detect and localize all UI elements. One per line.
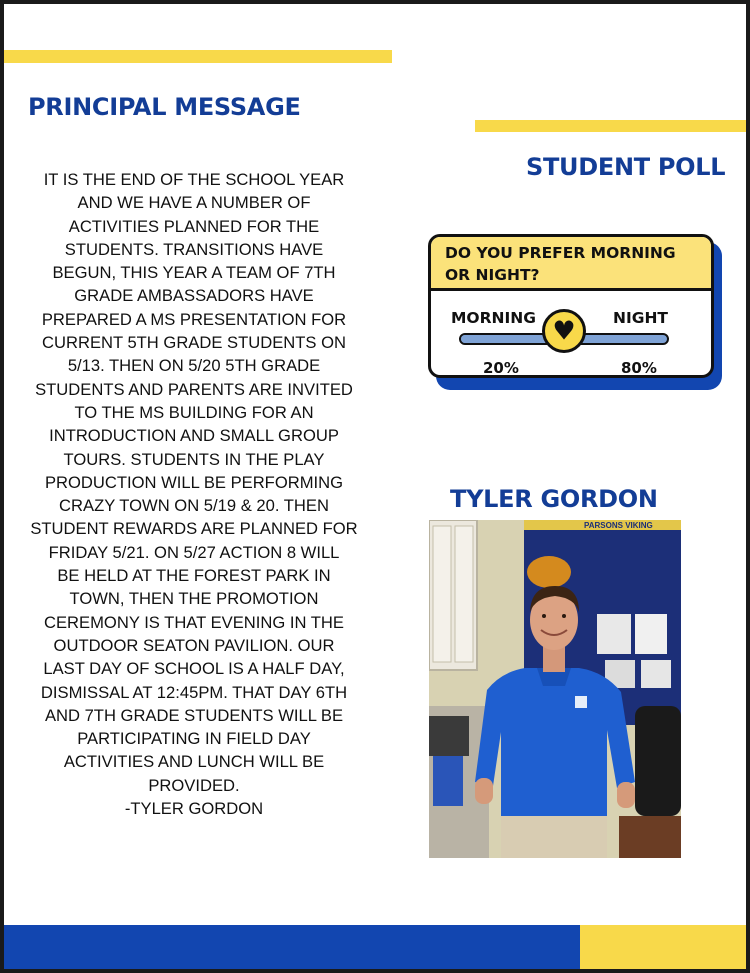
message-line: CEREMONY IS THAT EVENING IN THE xyxy=(44,612,344,632)
message-line: BE HELD AT THE FOREST PARK IN xyxy=(57,566,331,586)
heart-icon: ♥ xyxy=(552,316,576,347)
poll-option-morning: MORNING xyxy=(451,309,536,327)
student-poll-title: STUDENT POLL xyxy=(526,153,726,181)
poll-question: DO YOU PREFER MORNING OR NIGHT? xyxy=(445,244,676,284)
message-line: STUDENT REWARDS ARE PLANNED FOR xyxy=(30,519,358,539)
bottom-blue-bar xyxy=(4,925,580,969)
message-line: BEGUN, THIS YEAR A TEAM OF 7TH xyxy=(52,263,336,283)
poll-percent-morning: 20% xyxy=(483,359,519,377)
principal-message-title: PRINCIPAL MESSAGE xyxy=(28,93,301,121)
principal-photo xyxy=(429,520,681,858)
message-line: STUDENTS. TRANSITIONS HAVE xyxy=(64,239,324,259)
message-line: OUTDOOR SEATON PAVILION. OUR xyxy=(53,635,335,655)
message-line: INTRODUCTION AND SMALL GROUP xyxy=(49,426,339,446)
bottom-yellow-bar xyxy=(580,925,746,969)
message-line: AND 7TH GRADE STUDENTS WILL BE xyxy=(44,705,344,725)
message-line: PARTICIPATING IN FIELD DAY xyxy=(77,729,311,749)
poll-percent-night: 80% xyxy=(621,359,657,377)
poll-option-night: NIGHT xyxy=(613,309,669,327)
message-line: CRAZY TOWN ON 5/19 & 20. THEN xyxy=(59,496,329,516)
message-lines xyxy=(24,168,364,797)
message-line: LAST DAY OF SCHOOL IS A HALF DAY, xyxy=(43,659,345,679)
poll-card xyxy=(428,234,714,378)
top-left-accent-bar xyxy=(4,50,392,63)
principal-message-body xyxy=(24,168,364,820)
message-line: AND WE HAVE A NUMBER OF xyxy=(77,193,311,213)
message-line: TO THE MS BUILDING FOR AN xyxy=(74,402,314,422)
message-signature: -TYLER GORDON xyxy=(124,799,264,819)
message-line: 5/13. THEN ON 5/20 5TH GRADE xyxy=(67,356,321,376)
message-line: IT IS THE END OF THE SCHOOL YEAR xyxy=(43,170,345,189)
message-line: ACTIVITIES AND LUNCH WILL BE xyxy=(63,752,325,772)
poll-question-box xyxy=(431,237,711,291)
right-accent-bar xyxy=(475,120,746,132)
message-line: FRIDAY 5/21. ON 5/27 ACTION 8 WILL xyxy=(48,542,340,562)
message-line: PRODUCTION WILL BE PERFORMING xyxy=(44,472,344,492)
message-line: PREPARED A MS PRESENTATION FOR xyxy=(41,309,347,329)
message-line: TOWN, THEN THE PROMOTION xyxy=(69,589,319,609)
message-line: CURRENT 5TH GRADE STUDENTS ON xyxy=(42,333,346,353)
message-line: TOURS. STUDENTS IN THE PLAY xyxy=(63,449,325,469)
message-line: STUDENTS AND PARENTS ARE INVITED xyxy=(35,379,353,399)
message-line: ACTIVITIES PLANNED FOR THE xyxy=(68,216,320,236)
photo-illustration xyxy=(429,520,681,858)
message-line: PROVIDED. xyxy=(148,775,240,795)
poll-slider-knob xyxy=(542,309,586,353)
message-line: GRADE AMBASSADORS HAVE xyxy=(74,286,314,306)
newsletter-page xyxy=(4,4,746,969)
message-line: DISMISSAL AT 12:45PM. THAT DAY 6TH xyxy=(40,682,348,702)
banner-text: PARSONS VIKING xyxy=(584,521,653,530)
profile-name-title: TYLER GORDON xyxy=(450,485,658,513)
